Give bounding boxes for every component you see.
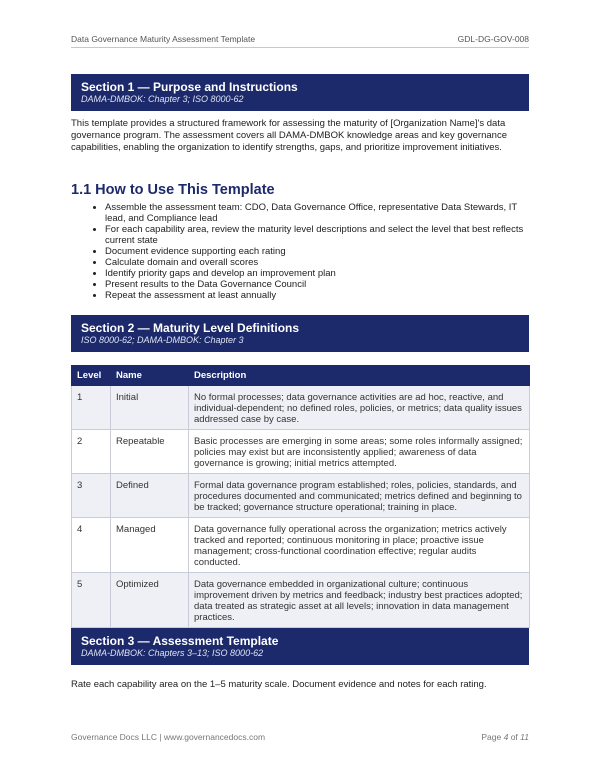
list-item: • For each capability area, review the maturity level descriptions and select the level that best reflects current state (105, 224, 529, 246)
description-cell: No formal processes; data governance activities are ad hoc, reactive, and individual-dependent; no defined roles, policies, or metrics; data quality issues addressed case by case. (189, 386, 530, 430)
section-3-banner (71, 628, 529, 665)
footer-company: Governance Docs LLC | www.governancedocs.com (71, 732, 266, 742)
section-3-intro: Rate each capability area on the 1–5 maturity scale. Document evidence and notes for each rating. (71, 679, 487, 690)
section-3-reference: DAMA-DMBOK: Chapters 3–13; ISO 8000-62 (81, 648, 264, 658)
page-number: Page 4 of 11 (481, 732, 529, 742)
list-item: • Present results to the Data Governance Council (105, 279, 529, 290)
list-item: • Identify priority gaps and develop an improvement plan (105, 268, 529, 279)
list-item: • Repeat the assessment at least annually (105, 290, 529, 301)
how-to-heading: 1.1 How to Use This Template (71, 182, 275, 198)
section-1-title: Section 1 — Purpose and Instructions (81, 80, 298, 94)
section-1-reference: DAMA-DMBOK: Chapter 3; ISO 8000-62 (81, 94, 244, 104)
document-title: Data Governance Maturity Assessment Template (71, 34, 256, 44)
description-cell: Data governance embedded in organizational culture; continuous improvement driven by metrics and feedback; industry best practices adopted; data treated as strategic asset at all levels; innovation in data management practices. (189, 573, 530, 628)
table-row (72, 430, 530, 474)
level-cell: 1 (72, 386, 111, 430)
level-cell: 2 (72, 430, 111, 474)
list-item: • Assemble the assessment team: CDO, Data Governance Office, representative Data Stewards, IT lead, and Compliance lead (105, 202, 529, 224)
page-header (71, 34, 529, 48)
list-item: • Document evidence supporting each rating (105, 246, 529, 257)
description-cell: Basic processes are emerging in some areas; some roles informally assigned; policies may exist but are inconsistently applied; awareness of data governance is growing; initial metrics attempted. (189, 430, 530, 474)
document-code: GDL-DG-GOV-008 (457, 34, 529, 44)
column-header-description: Description (189, 366, 530, 386)
section-2-title: Section 2 — Maturity Level Definitions (81, 321, 300, 335)
description-cell: Data governance fully operational across the organization; metrics actively tracked and reported; continuous monitoring in place; proactive issue management; cross-functional coordination effective; regular audits conducted. (189, 518, 530, 573)
name-cell: Managed (111, 518, 189, 573)
section-2-banner (71, 315, 529, 352)
section-2-reference: ISO 8000-62; DAMA-DMBOK: Chapter 3 (81, 335, 244, 345)
name-cell: Defined (111, 474, 189, 518)
description-cell: Formal data governance program established; roles, policies, standards, and procedures documented and communicated; metrics defined and beginning to be tracked; governance structure operational; training in place. (189, 474, 530, 518)
level-cell: 3 (72, 474, 111, 518)
column-header-name: Name (111, 366, 189, 386)
how-to-steps-list (71, 202, 529, 301)
section-1-banner (71, 74, 529, 111)
level-cell: 5 (72, 573, 111, 628)
column-header-level: Level (72, 366, 111, 386)
maturity-levels-table (71, 365, 530, 628)
table-header-row (72, 366, 530, 386)
name-cell: Optimized (111, 573, 189, 628)
table-row (72, 573, 530, 628)
name-cell: Initial (111, 386, 189, 430)
table-row (72, 386, 530, 430)
section-3-title: Section 3 — Assessment Template (81, 634, 279, 648)
page-footer (71, 732, 529, 742)
list-item: • Calculate domain and overall scores (105, 257, 529, 268)
level-cell: 4 (72, 518, 111, 573)
table-row (72, 518, 530, 573)
table-row (72, 474, 530, 518)
name-cell: Repeatable (111, 430, 189, 474)
section-1-intro: This template provides a structured framework for assessing the maturity of [Organization Name]'s data governance program. The assessment covers all DAMA-DMBOK knowledge areas and key governance capabilities, enabling the organization to identify strengths, gaps, and prioritize improvement initiatives. (71, 118, 507, 153)
